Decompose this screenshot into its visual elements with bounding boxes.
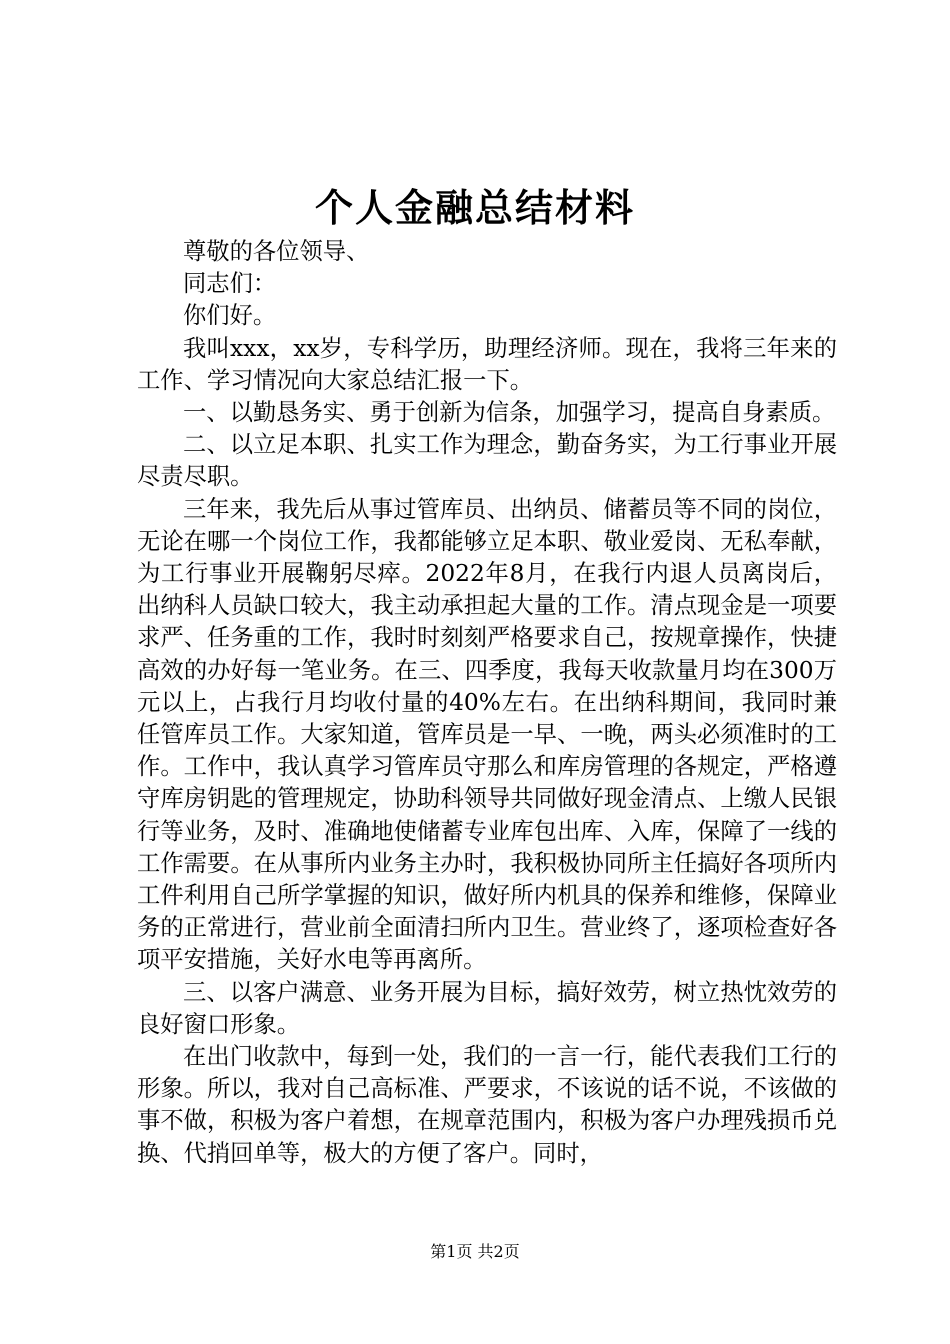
- page-footer: 第1页 共2页: [430, 1242, 520, 1261]
- paragraph-customer-service: 在出门收款中，每到一处，我们的一言一行，能代表我们工行的形象。所以，我对自己高标准、严要求，不该说的话不说，不该做的事不做，积极为客户着想，在规章范围内，积极为客户办理残损币兑换、代捎回单等，极大的方便了客户。同时，: [137, 1043, 837, 1167]
- greeting: 你们好。: [183, 302, 277, 330]
- salutation-line-2: 同志们：: [183, 270, 277, 298]
- section-heading-2: 二、以立足本职、扎实工作为理念，勤奋务实，为工行事业开展尽责尽职。: [137, 431, 837, 491]
- salutation-line-1: 尊敬的各位领导、: [183, 238, 370, 265]
- paragraph-work-experience: 三年来，我先后从事过管库员、出纳员、储蓄员等不同的岗位，无论在哪一个岗位工作，我都能够立足本职、敬业爱岗、无私奉献，为工行事业开展鞠躬尽瘁。2022年8月，在我行内退人员离岗后，出纳科人员缺口较大，我主动承担起大量的工作。清点现金是一项要求严、任务重的工作，我时时刻刻严格要求自己，按规章操作，快捷高效的办好每一笔业务。在三、四季度，我每天收款量月均在300万元以上，占我行月均收付量的40%左右。在出纳科期间，我同时兼任管库员工作。大家知道，管库员是一早、一晚，两头必须准时的工作。工作中，我认真学习管库员守那么和库房管理的各规定，严格遵守库房钥匙的管理规定，协助科领导共同做好现金清点、上缴人民银行等业务，及时、准确地使储蓄专业库包出库、入库，保障了一线的工作需要。在从事所内业务主办时，我积极协同所主任搞好各项所内工件利用自己所学掌握的知识，做好所内机具的保养和维修，保障业务的正常进行，营业前全面清扫所内卫生。营业终了，逐项检查好各项平安措施，关好水电等再离所。: [137, 495, 837, 974]
- section-heading-1: 一、以勤恳务实、勇于创新为信条，加强学习，提高自身素质。: [183, 399, 836, 427]
- section-heading-3: 三、以客户满意、业务开展为目标，搞好效劳，树立热忱效劳的良好窗口形象。: [137, 978, 837, 1038]
- paragraph-intro: 我叫xxx，xx岁，专科学历，助理经济师。现在，我将三年来的工作、学习情况向大家总结汇报一下。: [137, 334, 837, 394]
- document-body: [137, 236, 837, 1170]
- document-title: 个人金融总结材料: [314, 185, 635, 230]
